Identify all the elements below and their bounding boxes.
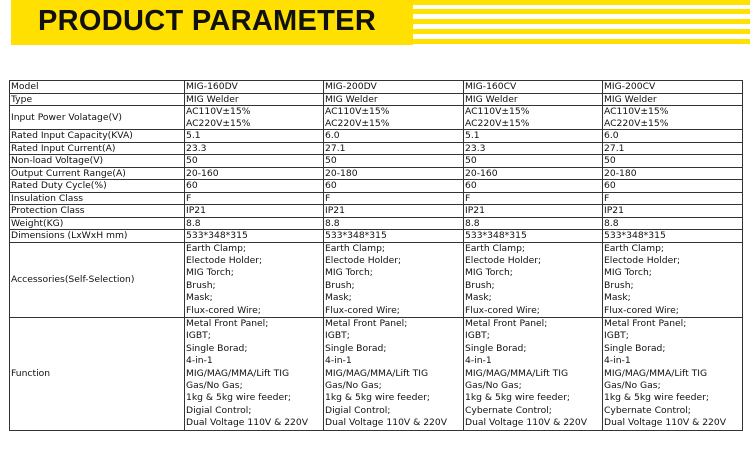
cell-line: Cybernate Control; bbox=[465, 404, 552, 416]
cell-line: 60 bbox=[186, 180, 198, 191]
table-cell bbox=[185, 317, 324, 430]
table-row bbox=[10, 130, 743, 143]
table-cell bbox=[464, 142, 603, 155]
table-cell bbox=[324, 167, 464, 180]
stripe bbox=[413, 29, 750, 34]
table-cell bbox=[324, 155, 464, 168]
cell-line: Metal Front Panel; bbox=[465, 317, 548, 329]
row-label: Input Power Volatage(V) bbox=[10, 106, 185, 130]
table-cell bbox=[464, 192, 603, 205]
table-cell bbox=[603, 167, 743, 180]
table-cell bbox=[464, 167, 603, 180]
cell-line: 50 bbox=[325, 155, 337, 166]
cell-line: IP21 bbox=[604, 205, 624, 216]
cell-line: Gas/No Gas; bbox=[325, 379, 382, 391]
cell-line: IGBT; bbox=[325, 330, 350, 342]
table-cell bbox=[603, 192, 743, 205]
column-header: MIG-200CV bbox=[603, 81, 743, 94]
cell-line: AC110V±15% bbox=[186, 106, 251, 117]
cell-line: Cybernate Control; bbox=[604, 404, 691, 416]
column-header: MIG-160CV bbox=[464, 81, 603, 94]
table-cell bbox=[603, 205, 743, 218]
cell-line: 533*348*315 bbox=[604, 230, 666, 241]
table-cell bbox=[185, 167, 324, 180]
cell-line: 20-180 bbox=[604, 167, 637, 179]
stripe bbox=[413, 0, 750, 5]
cell-line: Metal Front Panel; bbox=[325, 317, 408, 329]
cell-line: Earth Clamp; bbox=[465, 242, 526, 254]
cell-line: Electode Holder; bbox=[465, 254, 542, 266]
table-cell bbox=[185, 205, 324, 218]
table-cell bbox=[324, 93, 464, 106]
row-label: Type bbox=[10, 93, 185, 106]
row-label: Dimensions (LxWxH mm) bbox=[10, 230, 185, 243]
cell-line: 60 bbox=[604, 180, 616, 191]
cell-line: AC220V±15% bbox=[604, 117, 669, 129]
cell-line: IP21 bbox=[465, 205, 485, 216]
row-label: Non-load Voltage(V) bbox=[10, 155, 185, 168]
table-cell bbox=[185, 155, 324, 168]
row-label: Accessories(Self-Selection) bbox=[10, 242, 185, 317]
row-label: Rated Input Capacity(KVA) bbox=[10, 130, 185, 143]
table-row bbox=[10, 142, 743, 155]
table-cell bbox=[324, 180, 464, 193]
table-cell bbox=[603, 142, 743, 155]
cell-line: MIG Torch; bbox=[325, 267, 373, 279]
cell-line: IP21 bbox=[325, 205, 345, 216]
table-cell bbox=[185, 180, 324, 193]
table-cell bbox=[185, 242, 324, 317]
row-label: Rated Input Current(A) bbox=[10, 142, 185, 155]
table-cell bbox=[464, 217, 603, 230]
cell-line: 60 bbox=[465, 180, 477, 191]
cell-line: 533*348*315 bbox=[465, 230, 527, 241]
cell-line: MIG/MAG/MMA/Lift TIG bbox=[465, 367, 569, 379]
parameter-table bbox=[9, 80, 743, 431]
table-row bbox=[10, 317, 743, 430]
table-cell bbox=[603, 217, 743, 230]
table-cell bbox=[324, 130, 464, 143]
table-cell bbox=[603, 155, 743, 168]
cell-line: 27.1 bbox=[325, 142, 346, 154]
column-header: MIG-160DV bbox=[185, 81, 324, 94]
cell-line: MIG Torch; bbox=[604, 267, 652, 279]
cell-line: F bbox=[465, 192, 471, 204]
cell-line: 20-160 bbox=[465, 167, 498, 179]
cell-line: Brush; bbox=[325, 279, 355, 291]
cell-line: Brush; bbox=[465, 279, 495, 291]
cell-line: Gas/No Gas; bbox=[186, 379, 243, 391]
cell-line: 8.8 bbox=[465, 217, 480, 229]
stripe bbox=[413, 9, 750, 14]
cell-line: Metal Front Panel; bbox=[186, 317, 269, 329]
table-row bbox=[10, 217, 743, 230]
cell-line: Flux-cored Wire; bbox=[604, 304, 679, 316]
table-cell bbox=[324, 217, 464, 230]
header-banner bbox=[0, 0, 750, 46]
cell-line: 533*348*315 bbox=[186, 230, 248, 241]
cell-line: F bbox=[325, 192, 331, 204]
cell-line: Earth Clamp; bbox=[325, 242, 386, 254]
table-cell bbox=[464, 180, 603, 193]
table-cell bbox=[324, 106, 464, 130]
table-row bbox=[10, 180, 743, 193]
cell-line: 1kg & 5kg wire feeder; bbox=[604, 392, 710, 404]
table-cell bbox=[185, 142, 324, 155]
table-cell bbox=[185, 230, 324, 243]
cell-line: 1kg & 5kg wire feeder; bbox=[325, 392, 431, 404]
cell-line: 4-in-1 bbox=[465, 355, 492, 367]
cell-line: MIG/MAG/MMA/Lift TIG bbox=[604, 367, 708, 379]
table-cell bbox=[185, 93, 324, 106]
cell-line: Gas/No Gas; bbox=[604, 379, 661, 391]
table-cell bbox=[185, 106, 324, 130]
cell-line: MIG Torch; bbox=[186, 267, 234, 279]
table-cell bbox=[603, 180, 743, 193]
table-cell bbox=[603, 93, 743, 106]
cell-line: MIG Welder bbox=[325, 93, 378, 105]
row-label: Rated Duty Cycle(%) bbox=[10, 180, 185, 193]
parameter-table-body bbox=[10, 81, 743, 431]
table-cell bbox=[464, 205, 603, 218]
cell-line: Electode Holder; bbox=[186, 254, 263, 266]
cell-line: Mask; bbox=[186, 292, 213, 304]
cell-line: MIG Welder bbox=[186, 93, 239, 105]
table-cell bbox=[603, 106, 743, 130]
cell-line: Gas/No Gas; bbox=[465, 379, 522, 391]
cell-line: Electode Holder; bbox=[325, 254, 402, 266]
cell-line: IGBT; bbox=[465, 330, 490, 342]
column-header: MIG-200DV bbox=[324, 81, 464, 94]
table-cell bbox=[324, 205, 464, 218]
cell-line: MIG Welder bbox=[465, 93, 518, 105]
table-row bbox=[10, 106, 743, 130]
table-cell bbox=[324, 192, 464, 205]
table-row bbox=[10, 230, 743, 243]
cell-line: Single Borad; bbox=[325, 342, 387, 354]
cell-line: Dual Voltage 110V & 220V bbox=[325, 417, 448, 429]
cell-line: Dual Voltage 110V & 220V bbox=[604, 417, 727, 429]
table-row bbox=[10, 155, 743, 168]
table-cell bbox=[464, 242, 603, 317]
cell-line: Mask; bbox=[325, 292, 352, 304]
cell-line: Earth Clamp; bbox=[186, 242, 247, 254]
table-cell bbox=[464, 93, 603, 106]
table-cell bbox=[603, 230, 743, 243]
table-cell bbox=[603, 317, 743, 430]
cell-line: MIG Torch; bbox=[465, 267, 513, 279]
cell-line: Dual Voltage 110V & 220V bbox=[186, 417, 309, 429]
cell-line: AC220V±15% bbox=[325, 117, 390, 129]
cell-line: 50 bbox=[465, 155, 477, 166]
cell-line: IP21 bbox=[186, 205, 206, 216]
table-row bbox=[10, 192, 743, 205]
stripe bbox=[413, 39, 750, 44]
cell-line: IGBT; bbox=[604, 330, 629, 342]
cell-line: MIG Welder bbox=[604, 93, 657, 105]
cell-line: F bbox=[186, 192, 192, 204]
cell-line: Dual Voltage 110V & 220V bbox=[465, 417, 588, 429]
cell-line: 50 bbox=[186, 155, 198, 166]
cell-line: 6.0 bbox=[604, 130, 619, 141]
cell-line: 50 bbox=[604, 155, 616, 166]
cell-line: Earth Clamp; bbox=[604, 242, 665, 254]
cell-line: AC110V±15% bbox=[465, 106, 530, 117]
cell-line: 8.8 bbox=[186, 217, 201, 229]
cell-line: Flux-cored Wire; bbox=[465, 304, 540, 316]
table-cell bbox=[464, 130, 603, 143]
cell-line: 60 bbox=[325, 180, 337, 191]
cell-line: Digial Control; bbox=[186, 404, 252, 416]
cell-line: MIG/MAG/MMA/Lift TIG bbox=[186, 367, 290, 379]
cell-line: Flux-cored Wire; bbox=[186, 304, 261, 316]
cell-line: Metal Front Panel; bbox=[604, 317, 687, 329]
cell-line: 8.8 bbox=[604, 217, 619, 229]
cell-line: Mask; bbox=[604, 292, 631, 304]
cell-line: IGBT; bbox=[186, 330, 211, 342]
row-label: Insulation Class bbox=[10, 192, 185, 205]
table-cell bbox=[185, 217, 324, 230]
cell-line: F bbox=[604, 192, 610, 204]
cell-line: 5.1 bbox=[465, 130, 480, 141]
table-cell bbox=[324, 142, 464, 155]
table-cell bbox=[464, 230, 603, 243]
cell-line: 23.3 bbox=[465, 142, 486, 154]
row-label: Weight(KG) bbox=[10, 217, 185, 230]
cell-line: 20-180 bbox=[325, 167, 358, 179]
cell-line: 4-in-1 bbox=[325, 355, 352, 367]
row-label: Function bbox=[10, 317, 185, 430]
cell-line: 5.1 bbox=[186, 130, 201, 141]
cell-line: 4-in-1 bbox=[186, 355, 213, 367]
cell-line: 27.1 bbox=[604, 142, 625, 154]
table-cell bbox=[464, 155, 603, 168]
table-cell bbox=[603, 130, 743, 143]
table-cell bbox=[464, 106, 603, 130]
cell-line: Digial Control; bbox=[325, 404, 391, 416]
cell-line: 4-in-1 bbox=[604, 355, 631, 367]
cell-line: Brush; bbox=[604, 279, 634, 291]
table-cell bbox=[185, 192, 324, 205]
table-cell bbox=[603, 242, 743, 317]
table-cell bbox=[324, 317, 464, 430]
table-row bbox=[10, 205, 743, 218]
table-header-row bbox=[10, 81, 743, 94]
cell-line: 1kg & 5kg wire feeder; bbox=[186, 392, 292, 404]
table-cell bbox=[464, 317, 603, 430]
cell-line: AC110V±15% bbox=[325, 106, 390, 117]
cell-line: AC220V±15% bbox=[186, 117, 251, 129]
cell-line: 1kg & 5kg wire feeder; bbox=[465, 392, 571, 404]
cell-line: Mask; bbox=[465, 292, 492, 304]
cell-line: 533*348*315 bbox=[325, 230, 387, 241]
cell-line: Single Borad; bbox=[604, 342, 666, 354]
cell-line: Brush; bbox=[186, 279, 216, 291]
cell-line: 23.3 bbox=[186, 142, 207, 154]
row-label: Protection Class bbox=[10, 205, 185, 218]
table-cell bbox=[324, 242, 464, 317]
table-row bbox=[10, 167, 743, 180]
table-row bbox=[10, 93, 743, 106]
table-row bbox=[10, 242, 743, 317]
stripe bbox=[413, 19, 750, 24]
cell-line: AC220V±15% bbox=[465, 117, 530, 129]
cell-line: AC110V±15% bbox=[604, 106, 669, 117]
decorative-stripes bbox=[413, 0, 750, 45]
cell-line: Flux-cored Wire; bbox=[325, 304, 400, 316]
cell-line: Single Borad; bbox=[186, 342, 248, 354]
page-title: PRODUCT PARAMETER bbox=[38, 5, 377, 37]
cell-line: 6.0 bbox=[325, 130, 340, 141]
table-cell bbox=[185, 130, 324, 143]
table-cell bbox=[324, 230, 464, 243]
cell-line: 8.8 bbox=[325, 217, 340, 229]
column-header: Model bbox=[10, 81, 185, 94]
cell-line: MIG/MAG/MMA/Lift TIG bbox=[325, 367, 429, 379]
cell-line: Electode Holder; bbox=[604, 254, 681, 266]
row-label: Output Current Range(A) bbox=[10, 167, 185, 180]
cell-line: 20-160 bbox=[186, 167, 219, 179]
cell-line: Single Borad; bbox=[465, 342, 527, 354]
